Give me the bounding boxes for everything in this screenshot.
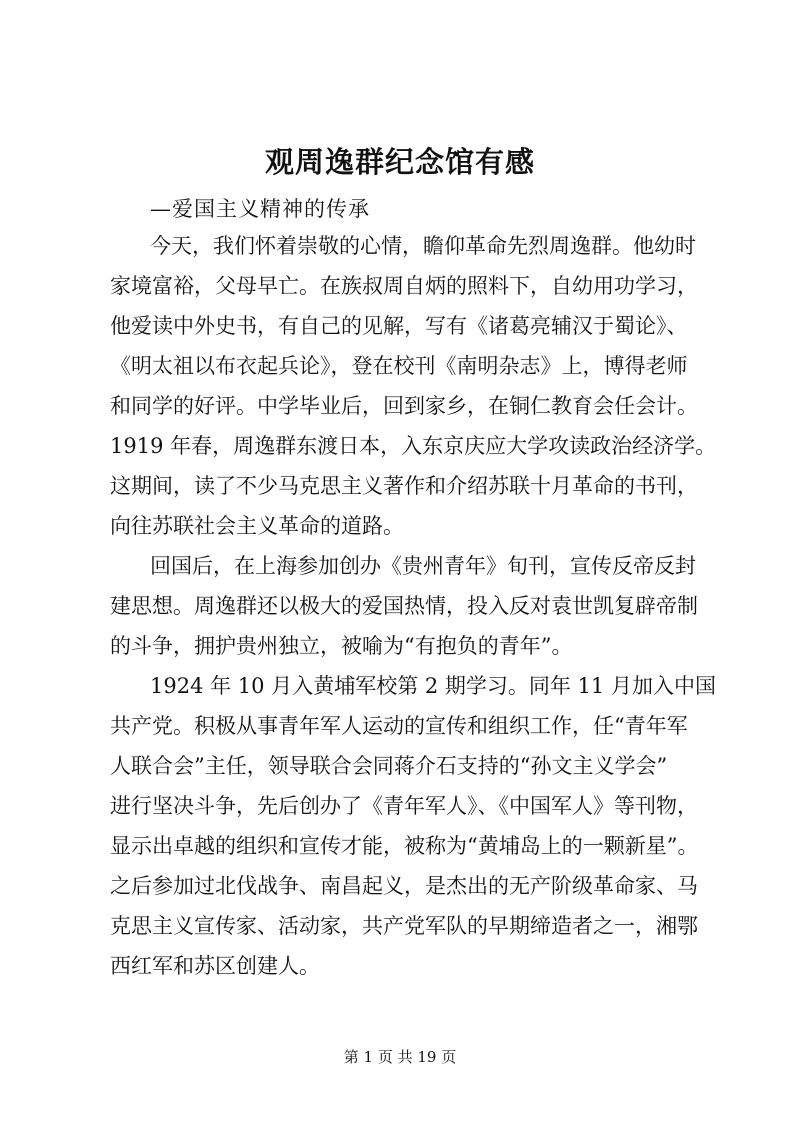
document-title: 观周逸群纪念馆有感 <box>264 145 535 179</box>
paragraph-1-line: 和同学的好评。中学毕业后，回到家乡，在铜仁教育会任会计。 <box>110 394 698 418</box>
paragraph-1-line: 这期间，读了不少马克思主义著作和介绍苏联十月革命的书刊， <box>110 474 698 498</box>
paragraph-3-line: 显示出卓越的组织和宣传才能，被称为“黄埔岛上的一颗新星”。 <box>110 834 699 858</box>
paragraph-3-line: 进行坚决斗争，先后创办了《青年军人》、《中国军人》等刊物， <box>110 794 698 818</box>
paragraph-1-line: 今天，我们怀着崇敬的心情，瞻仰革命先烈周逸群。他幼时 <box>150 234 696 258</box>
paragraph-1-line: 他爱读中外史书，有自己的见解，写有《诸葛亮辅汉于蜀论》、 <box>110 314 688 338</box>
paragraph-1-line: 向往苏联社会主义革命的道路。 <box>110 514 404 538</box>
paragraph-1-line: 1919 年春，周逸群东渡日本，入东京庆应大学攻读政治经济学。 <box>110 434 717 458</box>
paragraph-3-line: 1924 年 10 月入黄埔军校第 2 期学习。同年 11 月加入中国 <box>150 674 716 698</box>
paragraph-1-line: 《明太祖以布衣起兵论》，登在校刊《南明杂志》上，博得老师 <box>110 354 688 378</box>
paragraph-3-line: 西红军和苏区创建人。 <box>110 954 320 978</box>
paragraph-2-line: 建思想。周逸群还以极大的爱国热情，投入反对袁世凯复辟帝制 <box>110 594 698 618</box>
paragraph-3-line: 人联合会”主任，领导联合会同蒋介石支持的“孙文主义学会” <box>110 754 668 778</box>
paragraph-2-line: 的斗争，拥护贵州独立，被喻为“有抱负的青年”。 <box>110 634 573 658</box>
paragraph-1-line: 家境富裕，父母早亡。在族叔周自炳的照料下，自幼用功学习， <box>110 274 698 298</box>
paragraph-3-line: 克思主义宣传家、活动家，共产党军队的早期缔造者之一，湘鄂 <box>110 914 698 938</box>
paragraph-2-line: 回国后，在上海参加创办《贵州青年》旬刊，宣传反帝反封 <box>150 554 696 578</box>
paragraph-3-line: 之后参加过北伐战争、南昌起义，是杰出的无产阶级革命家、马 <box>110 874 698 898</box>
document-subtitle: —爱国主义精神的传承 <box>150 197 370 221</box>
paragraph-3-line: 共产党。积极从事青年军人运动的宣传和组织工作，任“青年军 <box>110 714 688 738</box>
page-number: 第 1 页 共 19 页 <box>343 1048 457 1066</box>
